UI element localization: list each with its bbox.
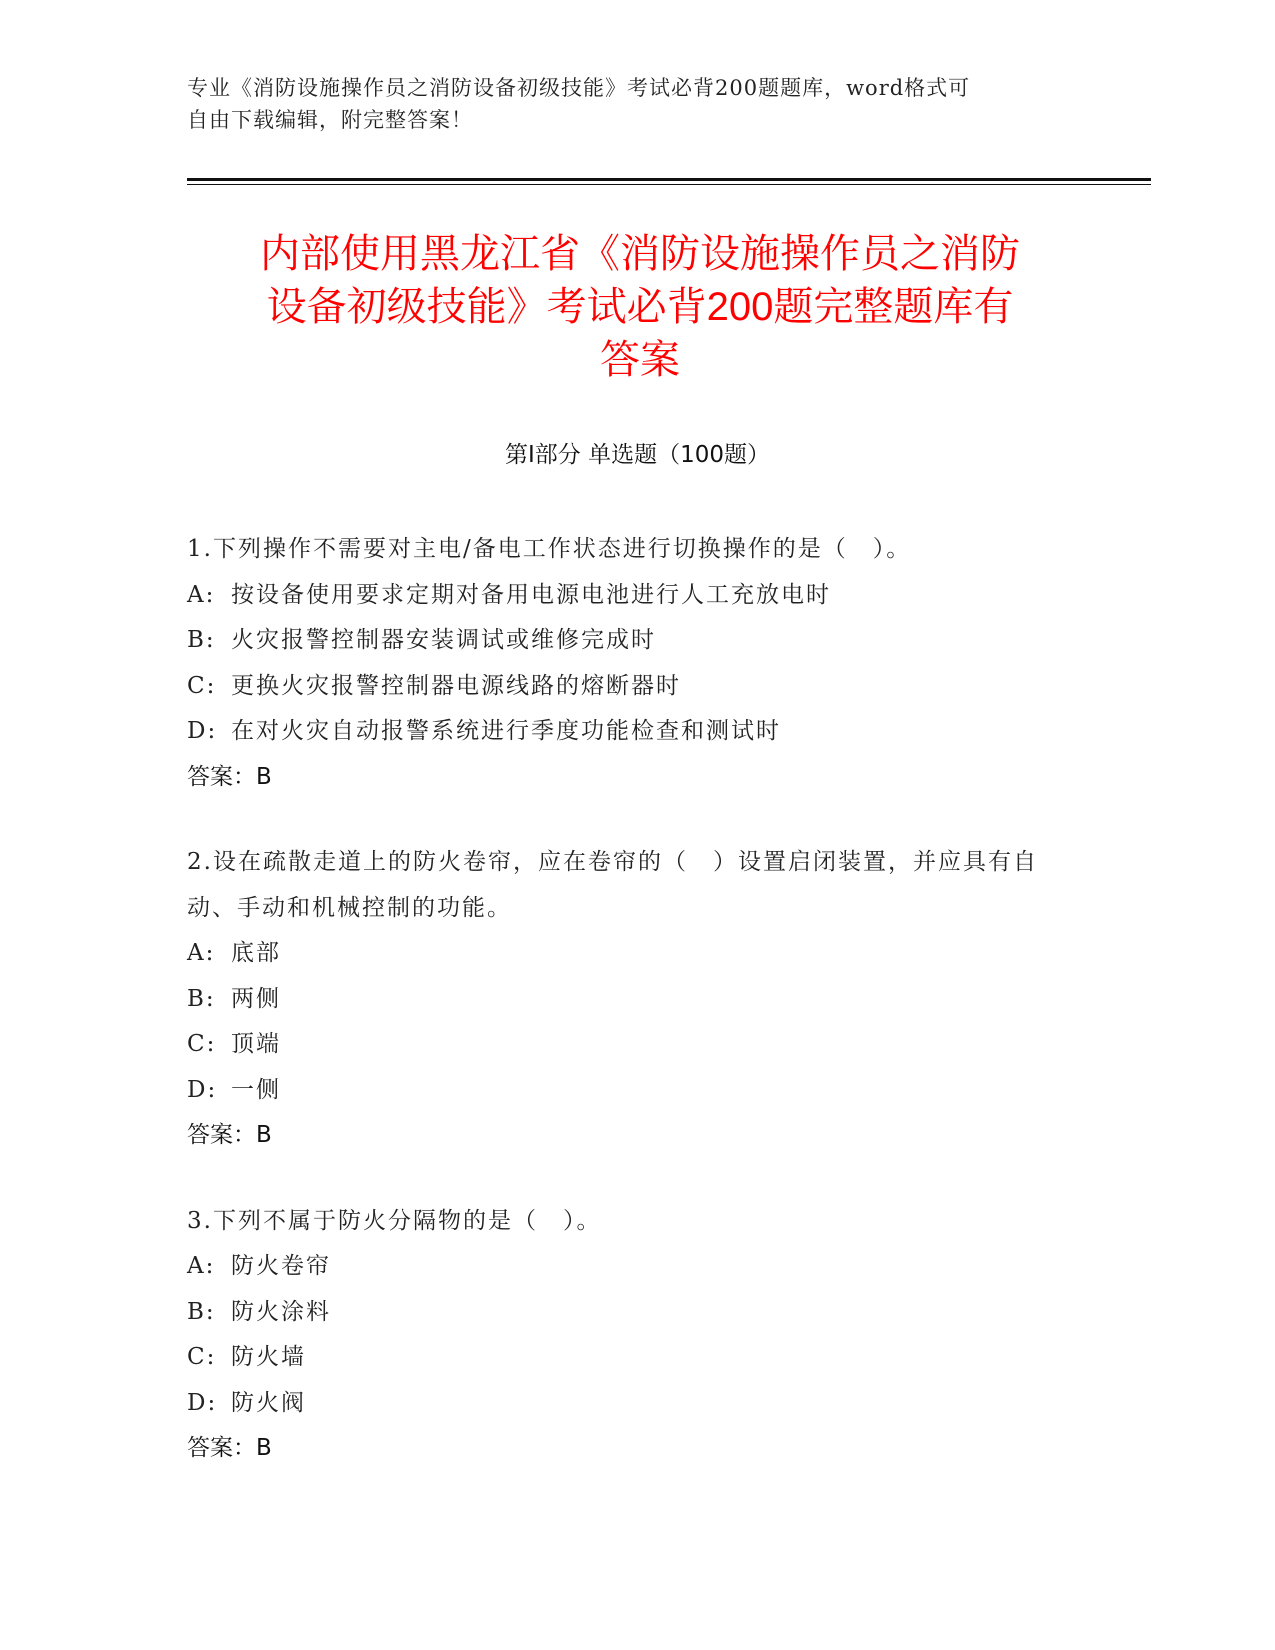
option-text: 两侧 (231, 985, 281, 1012)
question-option-c (187, 664, 1087, 710)
option-text: 在对火灾自动报警系统进行季度功能检查和测试时 (231, 718, 781, 744)
question-option-c (187, 1335, 1087, 1381)
option-letter: B: (187, 1298, 216, 1325)
option-text: 防火阀 (231, 1389, 306, 1416)
header-note-line: 自由下载编辑，附完整答案！ (187, 108, 473, 132)
option-text: 底部 (231, 940, 281, 966)
question-option-d (187, 1068, 1087, 1114)
option-letter: A: (187, 940, 216, 966)
question-stem: 3.下列不属于防火分隔物的是（ ）。 (187, 1207, 602, 1234)
option-letter: C: (187, 1344, 217, 1370)
question-option-b (187, 618, 1087, 664)
question-item (187, 527, 1087, 800)
document-title-line: 内部使用黑龙江省《消防设施操作员之消防 (260, 232, 1020, 276)
option-letter: B: (187, 985, 216, 1012)
question-list (187, 527, 1087, 1512)
question-option-d (187, 1381, 1087, 1427)
document-title (180, 228, 1100, 387)
option-letter: A: (187, 1253, 216, 1279)
header-rule-thick (187, 178, 1151, 181)
question-answer: 答案：B (187, 1435, 272, 1461)
question-answer: 答案：B (187, 1122, 272, 1148)
option-letter: D: (187, 1389, 218, 1416)
question-option-a (187, 931, 1087, 977)
option-text: 防火墙 (231, 1344, 306, 1370)
question-stem: 1.下列操作不需要对主电/备电工作状态进行切换操作的是（ ）。 (187, 536, 912, 562)
option-letter: C: (187, 1031, 217, 1057)
question-option-c (187, 1022, 1087, 1068)
document-title-line: 答案 (600, 338, 680, 382)
option-text: 更换火灾报警控制器电源线路的熔断器时 (231, 672, 681, 699)
option-letter: D: (187, 1076, 218, 1103)
option-letter: C: (187, 672, 217, 699)
section-title: 第Ⅰ部分 单选题（100题） (505, 442, 770, 468)
option-letter: B: (187, 627, 216, 653)
option-text: 防火涂料 (231, 1298, 331, 1325)
option-text: 防火卷帘 (231, 1253, 331, 1279)
question-option-a (187, 573, 1087, 619)
question-stem: 2.设在疏散走道上的防火卷帘，应在卷帘的（ ）设置启闭装置，并应具有自动、手动和机械控制的功能。 (187, 849, 1038, 921)
question-answer: 答案：B (187, 763, 272, 790)
question-item (187, 840, 1087, 1159)
option-text: 顶端 (231, 1031, 281, 1057)
option-text: 火灾报警控制器安装调试或维修完成时 (231, 627, 656, 653)
header-rule-thin (187, 184, 1151, 185)
question-option-a (187, 1244, 1087, 1290)
header-note-line: 专业《消防设施操作员之消防设备初级技能》考试必背200题题库，word格式可 (187, 76, 971, 100)
option-letter: D: (187, 718, 218, 744)
document-title-line: 设备初级技能》考试必背200题完整题库有 (266, 285, 1014, 329)
option-text: 一侧 (231, 1076, 281, 1103)
question-option-b (187, 977, 1087, 1023)
question-item (187, 1199, 1087, 1472)
header-note (187, 72, 1087, 136)
option-text: 按设备使用要求定期对备用电源电池进行人工充放电时 (231, 581, 831, 608)
question-option-d (187, 709, 1087, 755)
option-letter: A: (187, 581, 216, 608)
question-option-b (187, 1290, 1087, 1336)
